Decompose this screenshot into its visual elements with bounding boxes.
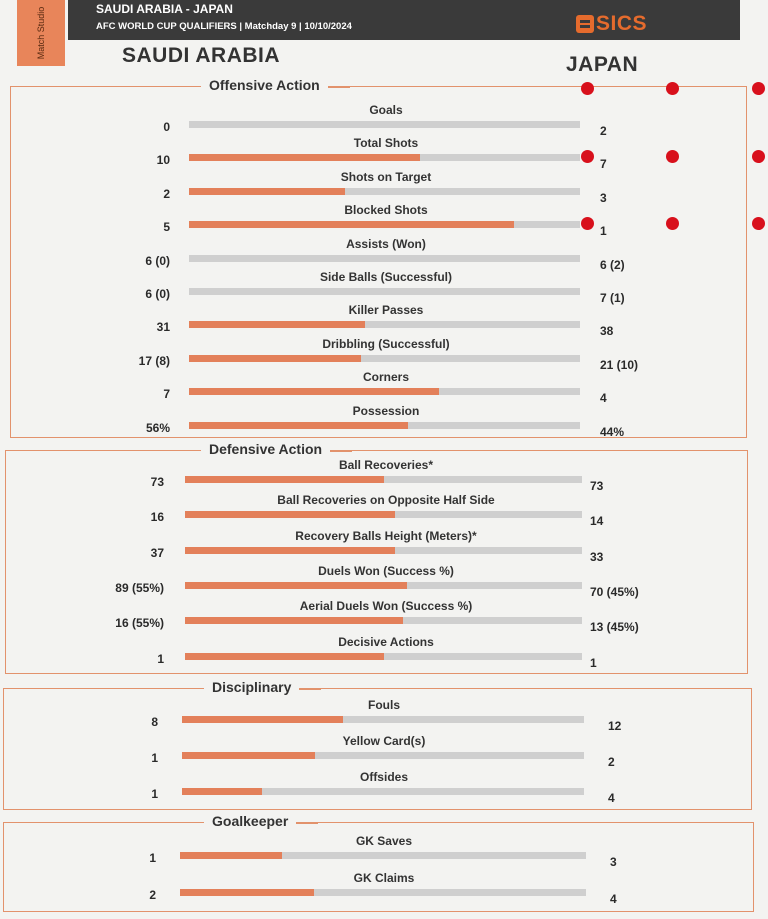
red-dot bbox=[666, 217, 679, 230]
home-value: 2 bbox=[163, 186, 170, 201]
stat-row bbox=[0, 698, 768, 732]
home-share-fill bbox=[189, 321, 365, 328]
red-dot bbox=[752, 82, 765, 95]
comparison-bar bbox=[189, 221, 580, 228]
away-value: 12 bbox=[608, 719, 622, 733]
home-share-fill bbox=[180, 889, 314, 896]
stat-row bbox=[0, 404, 768, 438]
stat-label: Ball Recoveries* bbox=[338, 458, 434, 472]
home-value: 10 bbox=[156, 153, 170, 168]
stat-row bbox=[0, 871, 768, 905]
stat-row bbox=[0, 370, 768, 404]
comparison-bar bbox=[189, 121, 580, 128]
stat-row bbox=[0, 564, 768, 598]
stat-row bbox=[0, 834, 768, 868]
comparison-bar bbox=[189, 154, 580, 161]
stat-label: Assists (Won) bbox=[346, 236, 426, 251]
stat-label: GK Claims bbox=[353, 871, 415, 885]
home-value: 6 (0) bbox=[145, 287, 170, 301]
away-value: 1 bbox=[600, 224, 607, 239]
home-value: 1 bbox=[157, 651, 164, 666]
comparison-bar bbox=[189, 188, 580, 195]
home-share-fill bbox=[189, 154, 420, 161]
stat-label: Blocked Shots bbox=[344, 203, 428, 218]
stat-row bbox=[0, 458, 768, 492]
home-value: 0 bbox=[163, 120, 170, 134]
red-dot bbox=[581, 150, 594, 163]
away-value: 33 bbox=[590, 549, 604, 564]
away-value: 4 bbox=[608, 791, 615, 805]
home-share-fill bbox=[189, 388, 439, 395]
home-value: 56% bbox=[145, 420, 170, 435]
home-share-fill bbox=[185, 511, 395, 518]
stat-label: Yellow Card(s) bbox=[342, 734, 426, 748]
comparison-bar bbox=[189, 255, 580, 262]
away-value: 2 bbox=[600, 124, 607, 138]
home-share-fill bbox=[189, 188, 345, 195]
comparison-bar bbox=[189, 288, 580, 295]
stat-row bbox=[0, 270, 768, 304]
away-value: 1 bbox=[590, 655, 597, 670]
home-share-fill bbox=[185, 653, 384, 660]
stat-row bbox=[0, 103, 768, 137]
away-value: 3 bbox=[610, 855, 617, 869]
stat-label: Killer Passes bbox=[348, 303, 424, 318]
home-value: 1 bbox=[151, 751, 158, 765]
red-dot bbox=[752, 217, 765, 230]
comparison-bar bbox=[189, 355, 580, 362]
stat-label: Corners bbox=[362, 370, 409, 385]
away-value: 21 (10) bbox=[600, 357, 639, 372]
away-value: 14 bbox=[590, 514, 604, 529]
red-dot bbox=[666, 150, 679, 163]
comparison-bar bbox=[182, 752, 584, 759]
home-value: 7 bbox=[163, 387, 170, 402]
away-value: 44% bbox=[600, 424, 625, 439]
home-share-fill bbox=[189, 355, 361, 362]
stat-row bbox=[0, 170, 768, 204]
brand-logo-icon bbox=[576, 15, 594, 33]
comparison-bar bbox=[180, 852, 586, 859]
red-dot bbox=[666, 82, 679, 95]
home-share-fill bbox=[180, 852, 282, 859]
comparison-bar bbox=[185, 653, 582, 660]
comparison-bar bbox=[189, 388, 580, 395]
away-value: 6 (2) bbox=[600, 257, 625, 272]
home-value: 1 bbox=[149, 851, 156, 865]
brand-logo bbox=[576, 12, 647, 36]
home-value: 73 bbox=[150, 475, 164, 489]
home-share-fill bbox=[185, 617, 403, 624]
brand-name: SICS bbox=[596, 12, 648, 35]
stat-label: Goals bbox=[369, 103, 403, 117]
stat-label: Fouls bbox=[368, 698, 400, 712]
stat-row bbox=[0, 493, 768, 527]
home-value: 6 (0) bbox=[145, 253, 170, 268]
home-value: 8 bbox=[151, 715, 158, 729]
stat-label: Side Balls (Successful) bbox=[319, 270, 453, 284]
comparison-bar bbox=[182, 788, 584, 795]
stat-label: GK Saves bbox=[355, 834, 413, 848]
stat-label: Possession bbox=[352, 403, 420, 418]
stat-label: Aerial Duels Won (Success %) bbox=[299, 599, 473, 614]
home-share-fill bbox=[185, 582, 407, 589]
section-title: Defensive Action bbox=[201, 441, 330, 457]
home-share-fill bbox=[182, 788, 262, 795]
home-share-fill bbox=[182, 752, 315, 759]
comparison-bar bbox=[185, 547, 582, 554]
red-dot bbox=[581, 82, 594, 95]
away-value: 7 bbox=[600, 157, 607, 172]
red-dot bbox=[752, 150, 765, 163]
stat-label: Offsides bbox=[359, 770, 408, 784]
stat-row bbox=[0, 303, 768, 337]
comparison-bar bbox=[185, 511, 582, 518]
home-value: 31 bbox=[156, 320, 170, 335]
stat-row bbox=[0, 136, 768, 170]
home-value: 89 (55%) bbox=[115, 580, 164, 595]
tab-label: Match Studio bbox=[36, 6, 46, 60]
stat-row bbox=[0, 770, 768, 804]
stat-row bbox=[0, 237, 768, 271]
stat-label: Recovery Balls Height (Meters)* bbox=[295, 528, 477, 543]
header-bar bbox=[68, 0, 740, 40]
stat-label: Shots on Target bbox=[340, 169, 432, 184]
match-title: SAUDI ARABIA - JAPAN bbox=[96, 2, 233, 16]
away-value: 38 bbox=[600, 324, 614, 339]
away-value: 73 bbox=[590, 479, 604, 493]
section-title: Offensive Action bbox=[201, 77, 328, 93]
match-subtitle: AFC WORLD CUP QUALIFIERS | Matchday 9 | 10/10/2024 bbox=[96, 21, 352, 32]
away-value: 13 (45%) bbox=[590, 620, 639, 635]
comparison-bar bbox=[189, 422, 580, 429]
comparison-bar bbox=[189, 321, 580, 328]
away-value: 7 (1) bbox=[600, 291, 625, 305]
home-value: 37 bbox=[150, 545, 164, 560]
section-title: Goalkeeper bbox=[204, 813, 296, 829]
away-value: 70 (45%) bbox=[590, 584, 639, 599]
stat-row bbox=[0, 203, 768, 237]
home-value: 16 (55%) bbox=[115, 616, 164, 631]
away-value: 4 bbox=[610, 892, 617, 906]
section-title: Disciplinary bbox=[204, 679, 299, 695]
home-share-fill bbox=[182, 716, 343, 723]
away-team-name: JAPAN bbox=[566, 53, 639, 76]
home-team-name: SAUDI ARABIA bbox=[122, 44, 281, 67]
comparison-bar bbox=[182, 716, 584, 723]
away-value: 3 bbox=[600, 190, 607, 205]
home-value: 2 bbox=[149, 888, 156, 902]
match-studio-tab bbox=[17, 0, 65, 66]
home-value: 16 bbox=[150, 510, 164, 525]
stat-label: Dribbling (Successful) bbox=[322, 336, 450, 351]
stat-label: Total Shots bbox=[353, 136, 419, 151]
home-share-fill bbox=[189, 422, 408, 429]
stat-row bbox=[0, 529, 768, 563]
home-share-fill bbox=[185, 547, 395, 554]
comparison-bar bbox=[180, 889, 586, 896]
stat-row bbox=[0, 734, 768, 768]
stat-label: Decisive Actions bbox=[338, 634, 434, 649]
home-share-fill bbox=[189, 221, 514, 228]
comparison-bar bbox=[185, 617, 582, 624]
stat-row bbox=[0, 337, 768, 371]
away-value: 4 bbox=[600, 391, 607, 406]
stat-label: Ball Recoveries on Opposite Half Side bbox=[277, 493, 495, 508]
home-share-fill bbox=[185, 476, 384, 483]
home-value: 5 bbox=[163, 220, 170, 235]
red-dot bbox=[581, 217, 594, 230]
stat-row bbox=[0, 635, 768, 669]
home-value: 17 (8) bbox=[138, 353, 170, 368]
away-value: 2 bbox=[608, 755, 615, 769]
home-value: 1 bbox=[151, 787, 158, 801]
stat-label: Duels Won (Success %) bbox=[318, 563, 454, 578]
stat-row bbox=[0, 599, 768, 633]
comparison-bar bbox=[185, 582, 582, 589]
comparison-bar bbox=[185, 476, 582, 483]
